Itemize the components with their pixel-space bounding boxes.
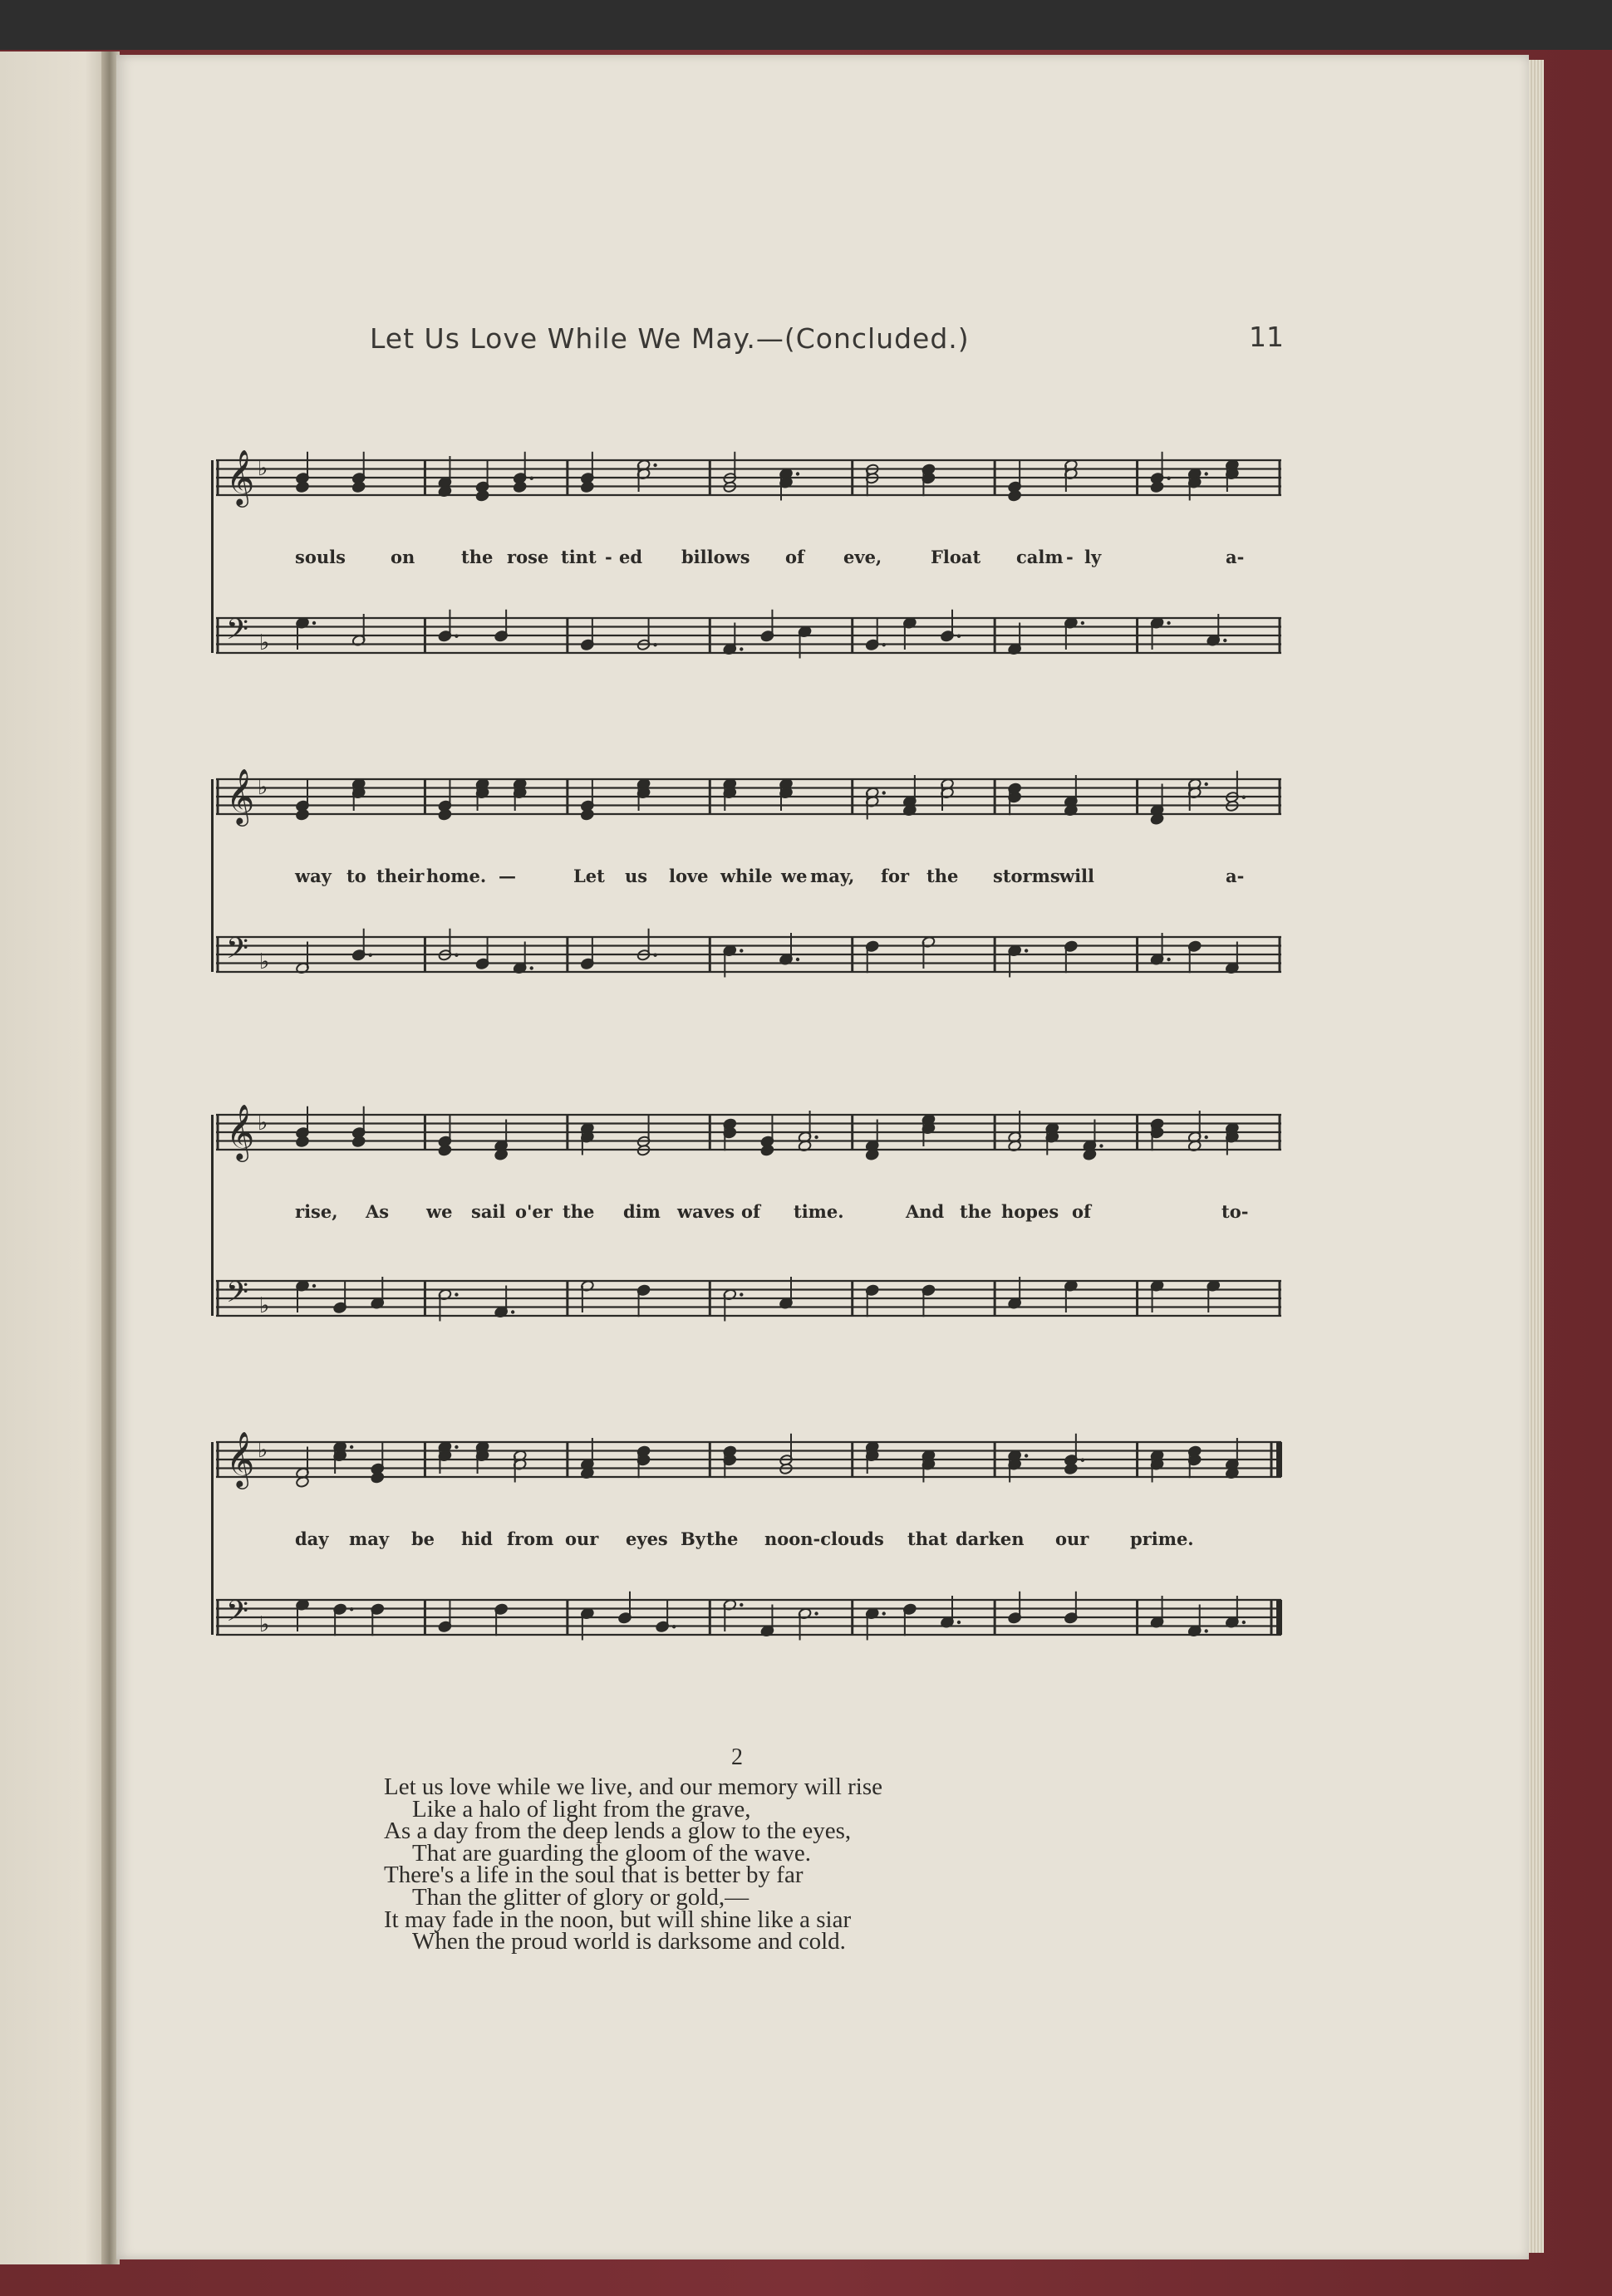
svg-text:♭: ♭: [259, 1612, 270, 1637]
lyric-syllable: o'er: [515, 1201, 553, 1222]
lyric-syllable: home.: [426, 866, 487, 886]
lyric-syllable: eve,: [843, 547, 882, 567]
lyric-syllable: time.: [794, 1201, 844, 1222]
svg-text:𝄢: 𝄢: [226, 1275, 249, 1316]
bass-staff: [216, 598, 1288, 673]
lyric-syllable: -: [1066, 547, 1074, 567]
system-bracket: [211, 460, 214, 653]
lyric-syllable: storms: [993, 866, 1060, 886]
lyric-syllable: Float: [931, 547, 981, 567]
svg-text:♭: ♭: [258, 1111, 268, 1136]
lyric-syllable: hopes: [1001, 1201, 1059, 1222]
lyric-syllable: from: [507, 1528, 554, 1549]
treble-staff: [216, 1095, 1288, 1170]
lyric-syllable: And: [906, 1201, 945, 1222]
lyric-syllable: may,: [810, 866, 855, 886]
lyrics-line: [295, 1528, 1267, 1562]
verse-text: [384, 1776, 1132, 1953]
lyric-syllable: day: [295, 1528, 329, 1549]
lyric-syllable: while: [720, 866, 773, 886]
verse-number: 2: [731, 1744, 743, 1770]
bass-staff: [216, 1580, 1288, 1655]
lyric-syllable: the: [461, 547, 494, 567]
treble-staff: [216, 440, 1288, 515]
lyric-syllable: a-: [1226, 547, 1245, 567]
lyric-syllable: waves: [677, 1201, 735, 1222]
lyric-syllable: we: [781, 866, 808, 886]
lyric-syllable: Let: [573, 866, 605, 886]
lyric-syllable: to-: [1221, 1201, 1249, 1222]
lyric-syllable: billows: [681, 547, 750, 567]
lyric-syllable: —: [499, 866, 516, 886]
lyric-syllable: By: [681, 1528, 705, 1549]
lyric-syllable: calm: [1016, 547, 1064, 567]
lyric-syllable: of: [1072, 1201, 1092, 1222]
lyric-syllable: sail: [471, 1201, 506, 1222]
svg-text:𝄞: 𝄞: [226, 1103, 255, 1160]
treble-staff: [216, 1422, 1288, 1497]
lyric-syllable: eyes: [626, 1528, 668, 1549]
lyric-syllable: the: [563, 1201, 595, 1222]
svg-text:𝄢: 𝄢: [226, 1594, 249, 1635]
svg-text:♭: ♭: [259, 1293, 270, 1318]
verse-line: It may fade in the noon, but will shine like a siar: [384, 1906, 852, 1933]
lyric-syllable: -: [605, 547, 612, 567]
lyric-syllable: tint: [561, 547, 597, 567]
lyric-syllable: prime.: [1130, 1528, 1194, 1549]
lyric-syllable: our: [565, 1528, 599, 1549]
lyric-syllable: be: [411, 1528, 435, 1549]
lyric-syllable: the: [960, 1201, 992, 1222]
page-number: 11: [1249, 321, 1284, 353]
lyric-syllable: to: [346, 866, 366, 886]
lyric-syllable: rose: [507, 547, 549, 567]
lyric-syllable: of: [741, 1201, 761, 1222]
lyric-syllable: the: [706, 1528, 739, 1549]
verse-line: Like a halo of light from the grave,: [412, 1795, 751, 1823]
svg-text:♭: ♭: [259, 630, 270, 655]
svg-text:♭: ♭: [259, 949, 270, 974]
verse-line: There's a life in the soul that is better by far: [384, 1862, 804, 1889]
lyric-syllable: we: [426, 1201, 453, 1222]
svg-text:𝄞: 𝄞: [226, 1430, 255, 1487]
svg-text:♭: ♭: [258, 1438, 268, 1463]
verse-line: Than the glitter of glory or gold,—: [412, 1883, 749, 1911]
lyric-syllable: our: [1055, 1528, 1089, 1549]
lyric-syllable: rise,: [295, 1201, 338, 1222]
facing-page: [0, 52, 106, 2264]
svg-text:♭: ♭: [258, 775, 268, 800]
lyric-syllable: on: [391, 547, 415, 567]
lyrics-line: [295, 547, 1267, 580]
lyric-syllable: love: [669, 866, 709, 886]
lyrics-line: [295, 1201, 1267, 1234]
system-bracket: [211, 1442, 214, 1635]
verse-line: That are guarding the gloom of the wave.: [412, 1839, 811, 1867]
lyric-syllable: the: [926, 866, 959, 886]
verse-line: When the proud world is darksome and cold.: [412, 1928, 846, 1955]
svg-text:𝄢: 𝄢: [226, 612, 249, 653]
svg-text:♭: ♭: [258, 456, 268, 481]
system-bracket: [211, 779, 214, 972]
running-title: Let Us Love While We May.—(Concluded.): [370, 322, 970, 355]
lyric-syllable: way: [295, 866, 332, 886]
lyric-syllable: will: [1059, 866, 1095, 886]
svg-text:𝄢: 𝄢: [226, 931, 249, 972]
lyric-syllable: us: [625, 866, 648, 886]
svg-text:𝄞: 𝄞: [226, 449, 255, 505]
lyrics-line: [295, 866, 1267, 899]
verse-line: As a day from the deep lends a glow to the eyes,: [384, 1818, 852, 1845]
lyric-syllable: their: [376, 866, 425, 886]
lyric-syllable: souls: [295, 547, 346, 567]
lyric-syllable: hid: [461, 1528, 493, 1549]
treble-staff: [216, 759, 1288, 834]
bass-staff: [216, 917, 1288, 992]
lyric-syllable: may: [349, 1528, 390, 1549]
lyric-syllable: As: [366, 1201, 390, 1222]
lyric-syllable: a-: [1226, 866, 1245, 886]
verse-line: Let us love while we live, and our memory will rise: [384, 1774, 882, 1800]
lyric-syllable: for: [881, 866, 910, 886]
bass-staff: [216, 1261, 1288, 1336]
background: [0, 0, 1612, 50]
lyric-syllable: ly: [1084, 547, 1102, 567]
page-edges: [1529, 60, 1544, 2253]
lyric-syllable: dim: [623, 1201, 661, 1222]
lyric-syllable: darken: [956, 1528, 1025, 1549]
lyric-syllable: of: [785, 547, 805, 567]
lyric-syllable: noon-clouds: [764, 1528, 884, 1549]
system-bracket: [211, 1115, 214, 1316]
lyric-syllable: ed: [619, 547, 643, 567]
svg-text:𝄞: 𝄞: [226, 768, 255, 824]
lyric-syllable: that: [907, 1528, 948, 1549]
